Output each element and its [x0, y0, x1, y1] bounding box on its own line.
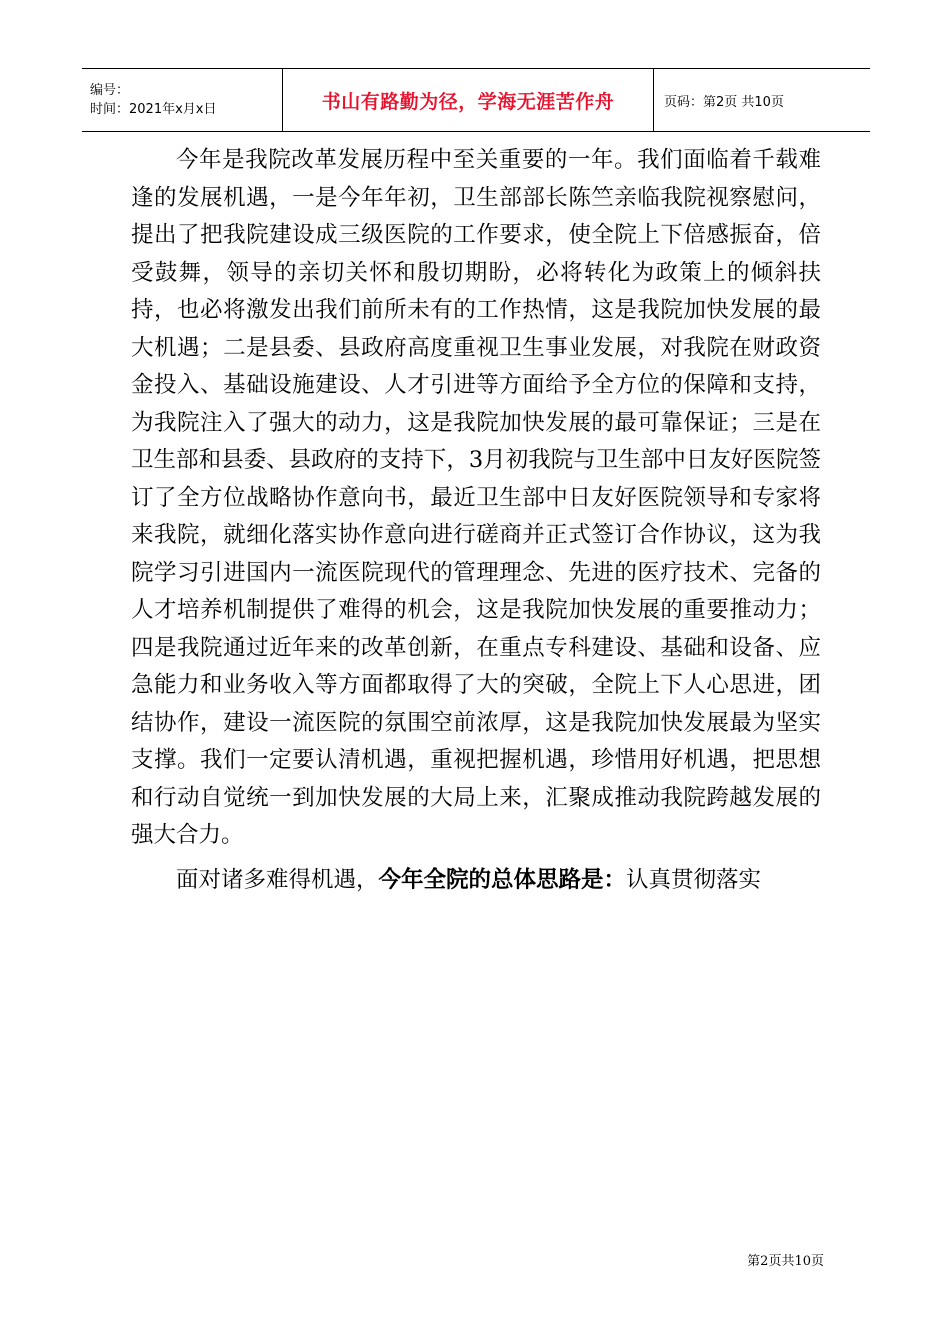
header-page-cell — [654, 69, 870, 131]
page-footer: 第2页共10页 — [747, 1254, 824, 1269]
header-meta — [82, 69, 282, 131]
paragraph-opportunities: 今年是我院改革发展历程中至关重要的一年。我们面临着千载难逢的发展机遇，一是今年年初，卫生部部长陈竺亲临我院视察慰问，提出了把我院建设成三级医院的工作要求，使全院上下倍感振奋，倍受鼓舞，领导的亲切关怀和殷切期盼，必将转化为政策上的倾斜扶持，也必将激发出我们前所未有的工作热情，这是我院加快发展的最大机遇；二是县委、县政府高度重视卫生事业发展，对我院在财政资金投入、基础设施建设、人才引进等方面给予全方位的保障和支持，为我院注入了强大的动力，这是我院加快发展的最可靠保证；三是在卫生部和县委、县政府的支持下，3月初我院与卫生部中日友好医院签订了全方位战略协作意向书，最近卫生部中日友好医院领导和专家将来我院，就细化落实协作意向进行磋商并正式签订合作协议，这为我院学习引进国内一流医院现代的管理理念、先进的医疗技术、完备的人才培养机制提供了难得的机会，这是我院加快发展的重要推动力；四是我院通过近年来的改革创新，在重点专科建设、基础和设备、应急能力和业务收入等方面都取得了大的突破，全院上下人心思进，团结协作，建设一流医院的氛围空前浓厚，这是我院加快发展最为坚实支撑。我们一定要认清机遇，重视把握机遇，珍惜用好机遇，把思想和行动自觉统一到加快发展的大局上来，汇聚成推动我院跨越发展的强大合力。 — [131, 147, 821, 848]
document-body — [131, 142, 821, 899]
page-header — [82, 68, 870, 132]
document-number-label: 编号： — [90, 83, 130, 98]
header-motto-cell — [282, 69, 654, 131]
paragraph-bold-heading: 今年全院的总体思路是： — [378, 866, 627, 893]
paragraph-continuation-text: 认真贯彻落实 — [626, 866, 762, 893]
paragraph-intro-text: 面对诸多难得机遇， — [176, 866, 379, 893]
paragraph-overall-approach — [131, 862, 821, 900]
header-motto: 书山有路勤为径，学海无涯苦作舟 — [321, 90, 615, 113]
header-page-number: 页码：第2页 共10页 — [664, 94, 784, 110]
document-date-label: 时间：2021年x月x日 — [90, 102, 217, 117]
